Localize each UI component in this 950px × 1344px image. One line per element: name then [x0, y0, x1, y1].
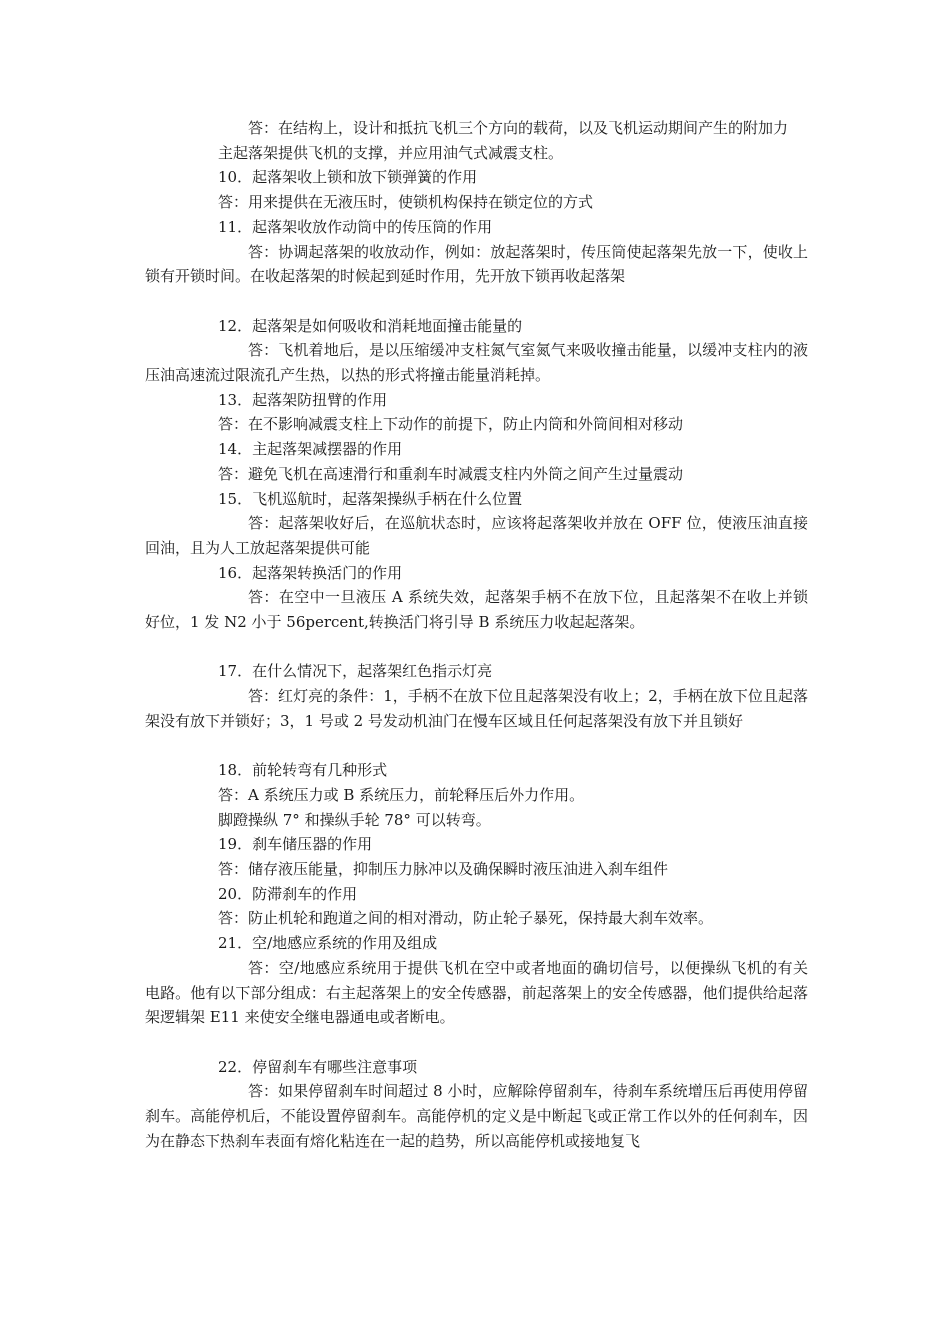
paragraph: 15．飞机巡航时，起落架操纵手柄在什么位置 [218, 489, 523, 508]
paragraph: 答：起落架收好后，在巡航状态时，应该将起落架收并放在 OFF 位，使液压油直接回油，且为人工放起落架提供可能 [145, 514, 808, 557]
paragraph: 答：飞机着地后，是以压缩缓冲支柱氮气室氮气来吸收撞击能量，以缓冲支柱内的液压油高速流过限流孔产生热，以热的形式将撞击能量消耗掉。 [145, 341, 808, 385]
paragraph: 答：协调起落架的收放动作，例如：放起落架时，传压筒使起落架先放一下，使收上锁有开锁时间。在收起落架的时候起到延时作用，先开放下锁再收起落架 [145, 242, 808, 286]
paragraph: 答：用来提供在无液压时，使锁机构保持在锁定位的方式 [218, 193, 594, 212]
paragraph: 答：储存液压能量，抑制压力脉冲以及确保瞬时液压油进入刹车组件 [218, 860, 669, 879]
paragraph: 答：避免飞机在高速滑行和重刹车时减震支柱内外筒之间产生过量震动 [218, 464, 684, 483]
paragraph-gap [145, 289, 808, 314]
paragraph: 18．前轮转弯有几种形式 [218, 761, 388, 780]
paragraph: 答：在空中一旦液压 A 系统失效，起落架手柄不在放下位，且起落架不在收上并锁好位，1 发 N2 小于 56percent,转换活门将引导 B 系统压力收起起落架。 [145, 588, 808, 632]
paragraph: 19．刹车储压器的作用 [218, 835, 373, 854]
paragraph: 答：A 系统压力或 B 系统压力，前轮释压后外力作用。 [218, 785, 585, 804]
paragraph-gap [145, 734, 808, 759]
paragraph: 12．起落架是如何吸收和消耗地面撞击能量的 [218, 316, 523, 335]
paragraph: 21．空/地感应系统的作用及组成 [218, 934, 438, 953]
paragraph: 16．起落架转换活门的作用 [218, 563, 403, 582]
paragraph: 11．起落架收放作动筒中的传压筒的作用 [218, 217, 493, 236]
paragraph: 答：防止机轮和跑道之间的相对滑动，防止轮子暴死，保持最大刹车效率。 [218, 909, 714, 928]
paragraph: 答：红灯亮的条件：1，手柄不在放下位且起落架没有收上；2，手柄在放下位且起落架没有放下并锁好；3，1 号或 2 号发动机油门在慢车区域且任何起落架没有放下并且锁好 [145, 687, 808, 730]
paragraph: 答：空/地感应系统用于提供飞机在空中或者地面的确切信号，以便操纵飞机的有关电路。他有以下部分组成：右主起落架上的安全传感器，前起落架上的安全传感器，他们提供给起落架逻辑架 E11 来使安全继电器通电或者断电。 [145, 958, 808, 1027]
document-body [145, 116, 808, 1153]
paragraph: 脚蹬操纵 7° 和操纵手轮 78° 可以转弯。 [218, 810, 491, 829]
paragraph: 20．防滞刹车的作用 [218, 884, 358, 903]
paragraph: 答：如果停留刹车时间超过 8 小时，应解除停留刹车，待刹车系统增压后再使用停留刹车。高能停机后，不能设置停留刹车。高能停机的定义是中断起飞或正常工作以外的任何刹车，因为在静态下热刹车表面有熔化粘连在一起的趋势，所以高能停机或接地复飞 [145, 1082, 808, 1150]
paragraph: 14．主起落架减摆器的作用 [218, 440, 403, 459]
paragraph: 答：在结构上，设计和抵抗飞机三个方向的载荷，以及飞机运动期间产生的附加力 [248, 119, 789, 137]
paragraph-gap [145, 1030, 808, 1055]
paragraph: 17．在什么情况下，起落架红色指示灯亮 [218, 662, 493, 681]
paragraph: 答：在不影响减震支柱上下动作的前提下，防止内筒和外筒间相对移动 [218, 415, 684, 434]
paragraph: 22．停留刹车有哪些注意事项 [218, 1057, 418, 1076]
paragraph: 10．起落架收上锁和放下锁弹簧的作用 [218, 168, 478, 187]
paragraph: 主起落架提供飞机的支撑，并应用油气式减震支柱。 [218, 143, 564, 162]
paragraph: 13．起落架防扭臂的作用 [218, 390, 388, 409]
paragraph-gap [145, 635, 808, 660]
